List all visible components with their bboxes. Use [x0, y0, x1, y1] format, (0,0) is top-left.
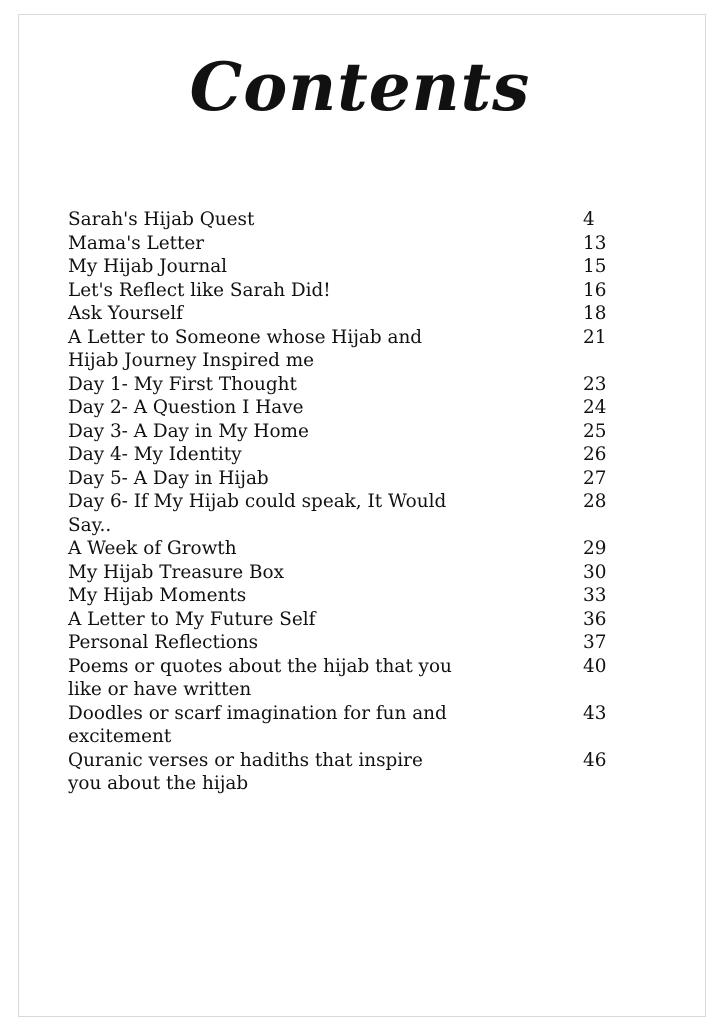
toc-entry-page: 40 — [583, 655, 607, 677]
toc-entry — [68, 232, 628, 256]
toc-entry-page: 16 — [583, 279, 607, 301]
toc-entry-page: 36 — [583, 608, 607, 630]
toc-entry-page: 21 — [583, 326, 607, 348]
toc-entry — [68, 326, 628, 373]
page-border-left — [18, 14, 19, 1017]
table-of-contents — [68, 208, 628, 796]
toc-entry-title: Day 6- If My Hijab could speak, It Would Say.. — [68, 491, 447, 536]
toc-entry-title: My Hijab Treasure Box — [68, 561, 284, 583]
toc-entry — [68, 208, 628, 232]
toc-entry — [68, 631, 628, 655]
toc-entry-page: 18 — [583, 303, 607, 324]
toc-entry-title: Day 1- My First Thought — [68, 373, 297, 395]
toc-entry-page: 13 — [583, 232, 607, 254]
toc-entry-page: 25 — [583, 420, 607, 442]
toc-entry-title: Personal Reflections — [68, 632, 259, 653]
toc-entry-title: Let's Reflect like Sarah Did! — [68, 279, 331, 301]
toc-entry-page: 28 — [583, 491, 607, 512]
toc-entry — [68, 584, 628, 608]
toc-entry-page: 23 — [583, 373, 607, 395]
toc-entry — [68, 396, 628, 420]
toc-entry-page: 26 — [583, 444, 607, 465]
toc-entry-page: 29 — [583, 538, 607, 559]
toc-entry-title: My Hijab Moments — [68, 585, 247, 606]
toc-entry-title: A Letter to My Future Self — [68, 608, 316, 630]
toc-entry — [68, 561, 628, 585]
toc-entry — [68, 467, 628, 491]
toc-entry — [68, 537, 628, 561]
toc-entry-title: Ask Yourself — [68, 303, 183, 324]
toc-entry — [68, 420, 628, 444]
toc-entry — [68, 443, 628, 467]
page-border-top — [18, 14, 706, 15]
toc-entry — [68, 302, 628, 326]
toc-entry — [68, 608, 628, 632]
toc-entry — [68, 655, 628, 702]
toc-entry-page: 15 — [583, 256, 607, 277]
toc-entry — [68, 255, 628, 279]
toc-entry-page: 27 — [583, 467, 607, 489]
toc-entry-page: 4 — [583, 209, 595, 230]
toc-entry-title: Day 4- My Identity — [68, 444, 242, 465]
toc-entry-page: 33 — [583, 585, 607, 606]
toc-entry-title: My Hijab Journal — [68, 256, 228, 277]
toc-entry-title: Sarah's Hijab Quest — [68, 209, 255, 230]
toc-entry-page: 37 — [583, 632, 607, 653]
toc-entry-page: 43 — [583, 702, 607, 724]
toc-entry — [68, 749, 628, 796]
toc-entry — [68, 373, 628, 397]
toc-entry-title: Poems or quotes about the hijab that you like or have written — [68, 655, 452, 700]
toc-entry-title: Day 2- A Question I Have — [68, 397, 304, 418]
page-border-bottom — [18, 1016, 706, 1017]
toc-entry-page: 46 — [583, 749, 607, 771]
toc-entry-title: Day 3- A Day in My Home — [68, 420, 309, 442]
toc-entry-title: Mama's Letter — [68, 232, 205, 254]
toc-entry-page: 24 — [583, 397, 607, 418]
toc-entry — [68, 279, 628, 303]
toc-entry-title: Doodles or scarf imagination for fun and excitement — [68, 702, 447, 747]
toc-entry — [68, 702, 628, 749]
toc-entry-title: Day 5- A Day in Hijab — [68, 467, 269, 489]
toc-entry-title: A Week of Growth — [68, 538, 237, 559]
page-title: Contents — [189, 48, 531, 126]
toc-entry-title: A Letter to Someone whose Hijab and Hijab Journey Inspired me — [68, 326, 423, 371]
toc-entry-title: Quranic verses or hadiths that inspire you about the hijab — [68, 749, 423, 794]
page-border-right — [705, 14, 706, 1017]
toc-entry — [68, 490, 628, 537]
toc-entry-page: 30 — [583, 561, 607, 583]
